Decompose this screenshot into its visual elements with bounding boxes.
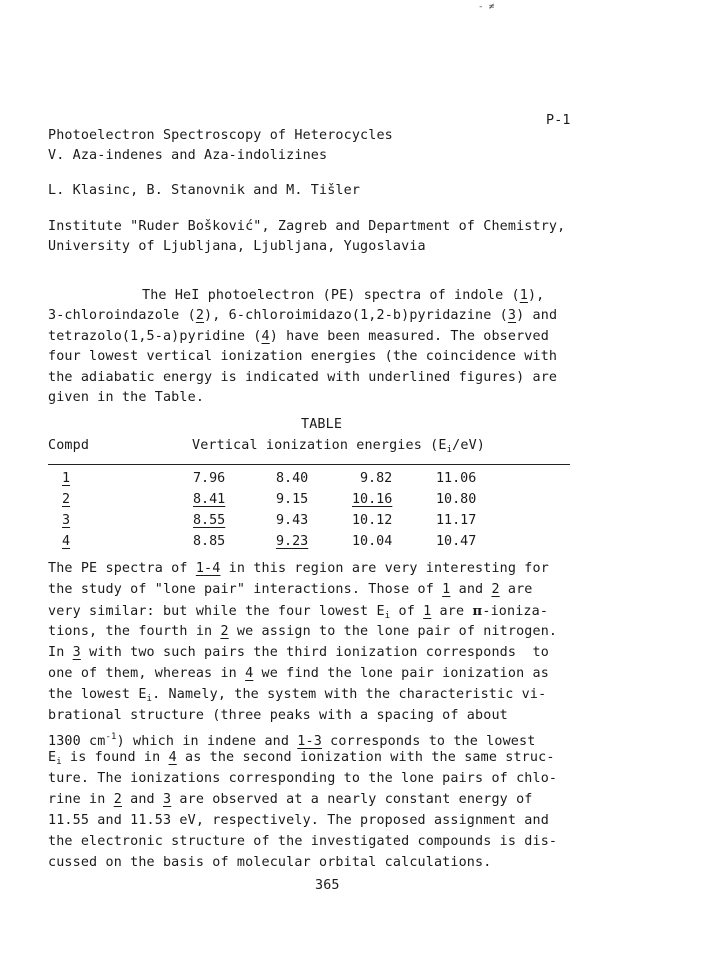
table-cell-underlined: 8.41 xyxy=(193,492,226,507)
paper-subtitle: V. Aza-indenes and Aza-indolizines xyxy=(48,148,328,163)
body-line-12: rine in 2 and 3 are observed at a nearly constant energy of xyxy=(48,792,533,807)
paper-title: Photoelectron Spectroscopy of Heterocycles xyxy=(48,128,393,143)
table-cell-compd: 3 xyxy=(62,513,71,528)
table-cell: 8.40 xyxy=(276,471,309,486)
authors: L. Klasinc, B. Stanovnik and M. Tišler xyxy=(48,183,361,198)
table-caption: TABLE xyxy=(301,417,343,432)
page-number: 365 xyxy=(315,878,340,893)
table-cell-underlined: 10.16 xyxy=(352,492,393,507)
table-cell: 11.17 xyxy=(436,513,477,528)
body-line-4: tions, the fourth in 2 we assign to the lone pair of nitrogen. xyxy=(48,624,558,639)
body-line-5: In 3 with two such pairs the third ionization corresponds to xyxy=(48,645,549,660)
table-cell: 10.12 xyxy=(352,513,393,528)
affiliation-line-2: University of Ljubljana, Ljubljana, Yugoslavia xyxy=(48,239,426,254)
table-cell: 9.15 xyxy=(276,492,309,507)
body-line-6: one of them, whereas in 4 we find the lone pair ionization as xyxy=(48,666,549,681)
table-cell: 10.04 xyxy=(352,534,393,549)
affiliation-line-1: Institute "Ruder Bošković", Zagreb and Department of Chemistry, xyxy=(48,219,566,234)
intro-line-5: the adiabatic energy is indicated with underlined figures) are xyxy=(48,370,558,385)
table-cell: 9.82 xyxy=(360,471,393,486)
table-cell: 8.85 xyxy=(193,534,226,549)
body-line-9: 1300 $cm^{-1}$) which in indene and 1-3 corresponds to the lowest xyxy=(48,732,536,749)
scan-mark: - ≠ xyxy=(478,2,495,12)
table-cell-compd: 4 xyxy=(62,534,71,549)
table-cell: 7.96 xyxy=(193,471,226,486)
body-line-11: ture. The ionizations corresponding to the lone pairs of chlo- xyxy=(48,771,558,786)
intro-line-1: The HeI photoelectron (PE) spectra of indole (1), xyxy=(142,288,545,303)
table-cell: 9.43 xyxy=(276,513,309,528)
intro-line-3: tetrazolo(1,5-a)pyridine (4) have been measured. The observed xyxy=(48,329,549,344)
intro-line-6: given in the Table. xyxy=(48,390,205,405)
body-line-10: $E_i$ is found in 4 as the second ionization with the same struc- xyxy=(48,750,555,767)
body-line-1: The PE spectra of 1-4 in this region are very interesting for xyxy=(48,561,549,576)
body-line-15: cussed on the basis of molecular orbital calculations. xyxy=(48,855,492,870)
intro-line-4: four lowest vertical ionization energies (the coincidence with xyxy=(48,349,558,364)
pi-symbol: π xyxy=(472,603,483,619)
table-cell: 10.47 xyxy=(436,534,477,549)
table-cell: 10.80 xyxy=(436,492,477,507)
intro-line-2: 3-chloroindazole (2), 6-chloroimidazo(1,2-b)pyridazine (3) and xyxy=(48,308,558,323)
table-cell: 11.06 xyxy=(436,471,477,486)
table-cell-underlined: 8.55 xyxy=(193,513,226,528)
table-cell-compd: 2 xyxy=(62,492,71,507)
compound-ref: 2 xyxy=(195,308,205,323)
table-cell-underlined: 9.23 xyxy=(276,534,309,549)
compound-ref: 1 xyxy=(519,288,528,303)
page-label: P-1 xyxy=(546,113,571,128)
table-cell-compd: 1 xyxy=(62,471,71,486)
table-rule xyxy=(48,464,570,465)
table-col-compd: Compd xyxy=(48,438,90,453)
compound-ref: 3 xyxy=(507,308,517,323)
body-line-14: the electronic structure of the investigated compounds is dis- xyxy=(48,834,558,849)
table-col-energies: Vertical ionization energies $(E_i/eV)$ xyxy=(192,438,486,455)
body-line-7: the lowest $E_i$. Namely, the system with the characteristic vi- xyxy=(48,687,547,704)
body-line-3: very similar: but while the four lowest $E_i$ of 1 are π-ioniza- xyxy=(48,603,549,621)
compound-ref: 4 xyxy=(261,329,270,344)
body-line-2: the study of "lone pair" interactions. Those of 1 and 2 are xyxy=(48,582,533,597)
body-line-8: brational structure (three peaks with a spacing of about xyxy=(48,708,508,723)
body-line-13: 11.55 and 11.53 eV, respectively. The proposed assignment and xyxy=(48,813,549,828)
